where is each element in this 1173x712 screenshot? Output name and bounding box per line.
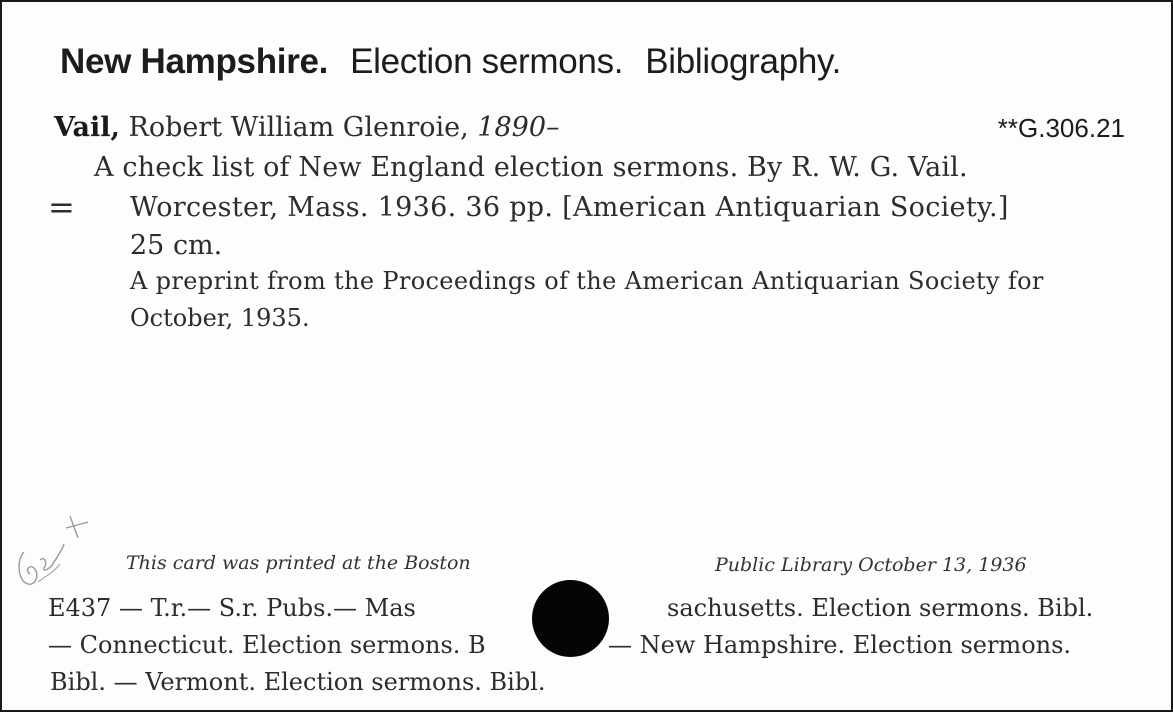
heading-subject: New Hampshire.: [60, 42, 329, 81]
tracing-line-2-right: — New Hampshire. Election sermons.: [608, 631, 1072, 659]
author-line: [54, 112, 560, 143]
tracing-line-3: Bibl. — Vermont. Election sermons. Bibl.: [50, 668, 546, 696]
printed-note-left: This card was printed at the Boston: [126, 552, 471, 574]
punch-hole: [532, 580, 609, 657]
equals-mark: =: [48, 188, 75, 226]
imprint-line: Worcester, Mass. 1936. 36 pp. [American Antiquarian Society.]: [130, 192, 1009, 223]
author-forenames: Robert William Glenroie,: [128, 112, 469, 143]
author-dates: 1890–: [477, 112, 560, 143]
printed-note-right: Public Library October 13, 1936: [715, 554, 1027, 576]
call-number: **G.306.21: [997, 113, 1125, 143]
tracing-line-2-left: — Connecticut. Election sermons. B: [48, 631, 486, 659]
title-line: A check list of New England election sermons. By R. W. G. Vail.: [94, 152, 968, 183]
tracing-line-1-left: E437 — T.r.— S.r. Pubs.— Mas: [48, 594, 416, 622]
size-line: 25 cm.: [130, 230, 223, 261]
pencil-scribble-icon: [10, 510, 100, 600]
note-line-1: A preprint from the Proceedings of the American Antiquarian Society for: [130, 267, 1044, 295]
tracing-line-1-right: sachusetts. Election sermons. Bibl.: [667, 594, 1094, 622]
heading-subdivision: Election sermons.: [350, 42, 624, 81]
author-surname: Vail,: [54, 112, 120, 143]
note-line-2: October, 1935.: [130, 304, 310, 332]
heading-form: Bibliography.: [645, 42, 842, 81]
subject-heading: [60, 42, 841, 82]
